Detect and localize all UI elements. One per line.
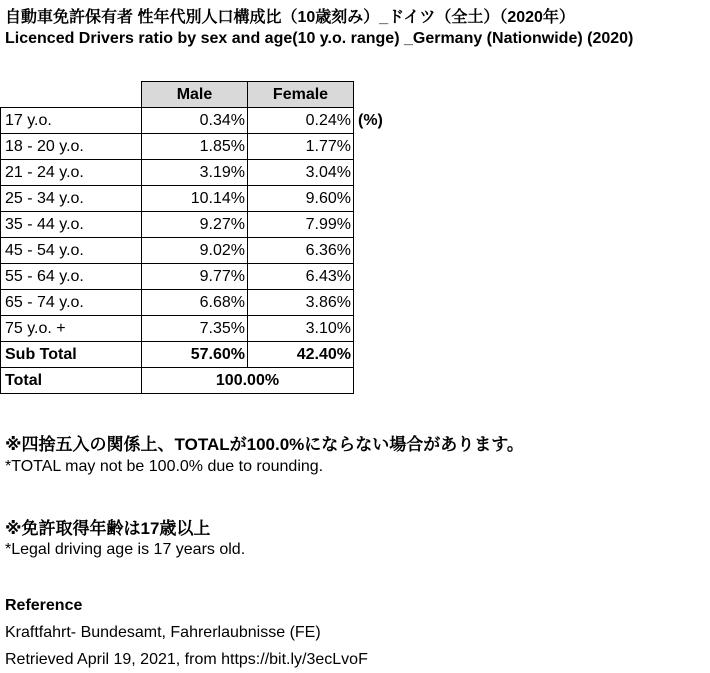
female-value: 3.86% bbox=[248, 290, 354, 316]
age-note-japanese: ※免許取得年齢は17歳以上 bbox=[5, 519, 211, 538]
female-value: 6.43% bbox=[248, 264, 354, 290]
age-group-label: 45 - 54 y.o. bbox=[1, 238, 142, 264]
drivers-ratio-table bbox=[0, 81, 401, 394]
table-row bbox=[1, 316, 401, 342]
header-female: Female bbox=[248, 82, 354, 108]
female-value: 1.77% bbox=[248, 134, 354, 160]
table-row bbox=[1, 264, 401, 290]
female-value: 6.36% bbox=[248, 238, 354, 264]
subtotal-row bbox=[1, 342, 401, 368]
header-male: Male bbox=[142, 82, 248, 108]
table-header-row bbox=[1, 82, 401, 108]
age-group-label: 65 - 74 y.o. bbox=[1, 290, 142, 316]
table-row bbox=[1, 212, 401, 238]
male-value: 9.77% bbox=[142, 264, 248, 290]
table-row bbox=[1, 186, 401, 212]
total-row bbox=[1, 368, 401, 394]
table-row bbox=[1, 238, 401, 264]
age-note-english: *Legal driving age is 17 years old. bbox=[5, 541, 246, 558]
unit-spacer bbox=[354, 342, 401, 368]
age-group-label: 17 y.o. bbox=[1, 108, 142, 134]
male-value: 3.19% bbox=[142, 160, 248, 186]
unit-spacer bbox=[354, 264, 401, 290]
unit-spacer bbox=[354, 212, 401, 238]
age-group-label: 21 - 24 y.o. bbox=[1, 160, 142, 186]
reference-heading: Reference bbox=[5, 597, 83, 614]
age-group-label: 75 y.o. + bbox=[1, 316, 142, 342]
table-body bbox=[1, 108, 401, 394]
male-value: 10.14% bbox=[142, 186, 248, 212]
unit-spacer bbox=[354, 186, 401, 212]
unit-spacer bbox=[354, 238, 401, 264]
title-japanese: 自動車免許保有者 性年代別人口構成比（10歳刻み）_ドイツ（全土）（2020年） bbox=[5, 9, 575, 26]
female-value: 7.99% bbox=[248, 212, 354, 238]
unit-spacer bbox=[354, 160, 401, 186]
reference-retrieved: Retrieved April 19, 2021, from https://bit.ly/3ecLvoF bbox=[5, 651, 368, 668]
age-group-label: 35 - 44 y.o. bbox=[1, 212, 142, 238]
female-value: 0.24% bbox=[248, 108, 354, 134]
unit-spacer bbox=[354, 290, 401, 316]
unit-spacer bbox=[354, 316, 401, 342]
male-value: 0.34% bbox=[142, 108, 248, 134]
male-value: 6.68% bbox=[142, 290, 248, 316]
table-row bbox=[1, 108, 401, 134]
age-group-label: 25 - 34 y.o. bbox=[1, 186, 142, 212]
age-group-label: 18 - 20 y.o. bbox=[1, 134, 142, 160]
subtotal-male: 57.60% bbox=[142, 342, 248, 368]
subtotal-female: 42.40% bbox=[248, 342, 354, 368]
unit-spacer bbox=[354, 134, 401, 160]
unit-label: (%) bbox=[358, 112, 383, 129]
male-value: 1.85% bbox=[142, 134, 248, 160]
female-value: 3.04% bbox=[248, 160, 354, 186]
total-value: 100.00% bbox=[142, 368, 354, 394]
male-value: 7.35% bbox=[142, 316, 248, 342]
rounding-note-japanese: ※四捨五入の関係上、TOTALが100.0%にならない場合があります。 bbox=[5, 435, 524, 454]
total-label: Total bbox=[1, 368, 142, 394]
table-row bbox=[1, 160, 401, 186]
header-unit-spacer bbox=[354, 82, 401, 108]
header-empty-cell bbox=[1, 82, 142, 108]
unit-spacer bbox=[354, 368, 401, 394]
rounding-note-english: *TOTAL may not be 100.0% due to rounding. bbox=[5, 458, 324, 475]
title-english: Licenced Drivers ratio by sex and age(10 y.o. range) _Germany (Nationwide) (2020) bbox=[5, 30, 634, 47]
table-row bbox=[1, 290, 401, 316]
reference-source: Kraftfahrt- Bundesamt, Fahrerlaubnisse (FE) bbox=[5, 624, 321, 641]
subtotal-label: Sub Total bbox=[1, 342, 142, 368]
female-value: 9.60% bbox=[248, 186, 354, 212]
male-value: 9.27% bbox=[142, 212, 248, 238]
female-value: 3.10% bbox=[248, 316, 354, 342]
table-row bbox=[1, 134, 401, 160]
age-group-label: 55 - 64 y.o. bbox=[1, 264, 142, 290]
male-value: 9.02% bbox=[142, 238, 248, 264]
